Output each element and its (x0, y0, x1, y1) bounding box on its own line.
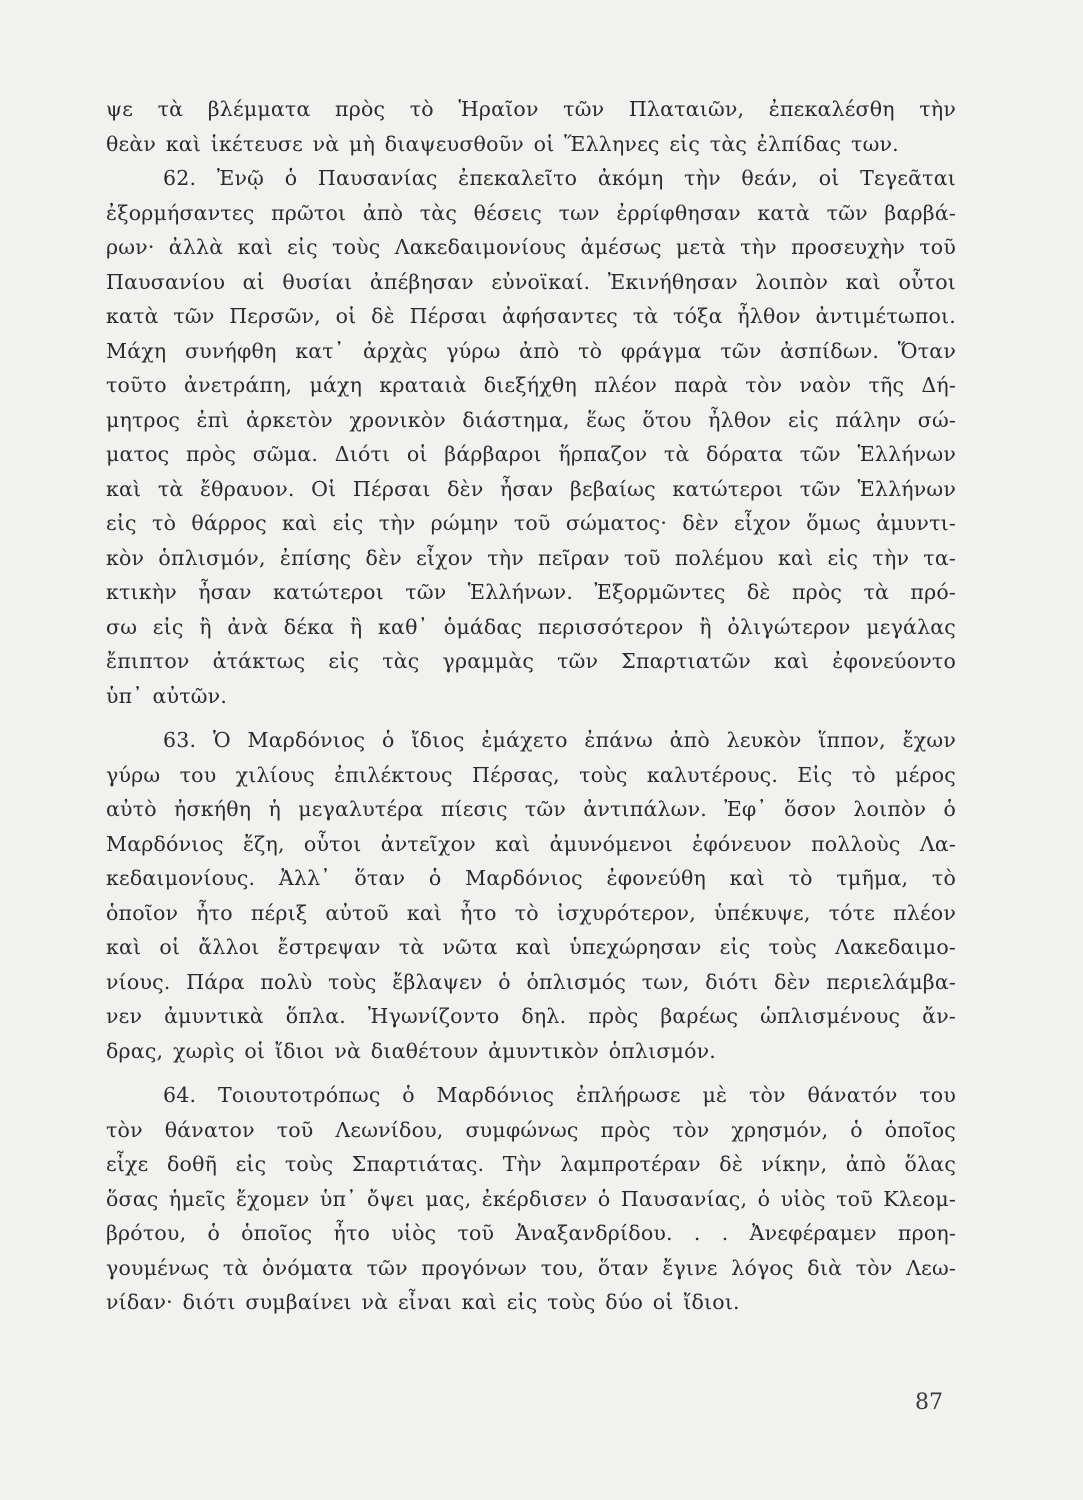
text-line: θεὰν καὶ ἱκέτευσε νὰ μὴ διαψευσθοῦν οἱ Ἕλληνες εἰς τὰς ἐλπίδας των. (106, 131, 899, 156)
text-line: δρας, χωρὶς οἱ ἴδιοι νὰ διαθέτουν ἀμυντικὸν ὁπλισμόν. (106, 1038, 717, 1063)
text-line: καὶ τὰ ἔθραυον. Οἱ Πέρσαι δὲν ἦσαν βεβαίως κατώτεροι τῶν Ἑλλήνων (106, 476, 956, 501)
text-line: μητρος ἐπὶ ἀρκετὸν χρονικὸν διάστημα, ἕως ὅτου ἦλθον εἰς πάλην σώ- (106, 407, 956, 432)
text-line: 63. Ὁ Μαρδόνιος ὁ ἴδιος ἐμάχετο ἐπάνω ἀπὸ λευκὸν ἵππον, ἔχων (163, 728, 956, 752)
text-line: εἶχε δοθῆ εἰς τοὺς Σπαρτιάτας. Τὴν λαμπροτέραν δὲ νίκην, ἀπὸ ὅλας (106, 1152, 956, 1176)
text-line: κτικὴν ἦσαν κατώτεροι τῶν Ἑλλήνων. Ἐξορμῶντες δὲ πρὸς τὰ πρό- (106, 580, 956, 604)
text-line: νίους. Πάρα πολὺ τοὺς ἔβλαψεν ὁ ὁπλισμός των, διότι δὲν περιελάμβα- (106, 969, 956, 994)
text-line: ματος πρὸς σῶμα. Διότι οἱ βάρβαροι ἥρπαζον τὰ δόρατα τῶν Ἑλλήνων (106, 442, 956, 466)
page-number: 87 (915, 1390, 943, 1415)
text-line: Παυσανίου αἱ θυσίαι ἀπέβησαν εὐνοϊκαί. Ἐκινήθησαν λοιπὸν καὶ οὗτοι (106, 269, 956, 294)
text-line: ἐξορμήσαντες πρῶτοι ἀπὸ τὰς θέσεις των ἐρρίφθησαν κατὰ τῶν βαρβά- (106, 200, 956, 225)
text-line: νεν ἀμυντικὰ ὅπλα. Ἠγωνίζοντο δηλ. πρὸς βαρέως ὡπλισμένους ἄν- (106, 1004, 956, 1028)
text-line: κεδαιμονίους. Ἀλλ᾽ ὅταν ὁ Μαρδόνιος ἐφονεύθη καὶ τὸ τμῆμα, τὸ (106, 866, 956, 890)
paragraph-gap (106, 1068, 956, 1078)
text-line: γουμένως τὰ ὀνόματα τῶν προγόνων του, ὅταν ἔγινε λόγος διὰ τὸν Λεω- (106, 1255, 956, 1280)
text-line: ὁποῖον ἦτο πέριξ αὐτοῦ καὶ ἦτο τὸ ἰσχυρότερον, ὑπέκυψε, τότε πλέον (106, 900, 956, 925)
body-text (106, 92, 956, 1320)
text-line: Μαρδόνιος ἔζη, οὗτοι ἀντεῖχον καὶ ἀμυνόμενοι ἐφόνευον πολλοὺς Λα- (106, 831, 956, 856)
text-line: ψε τὰ βλέμματα πρὸς τὸ Ἡραῖον τῶν Πλαταιῶν, ἐπεκαλέσθη τὴν (106, 97, 956, 121)
text-line: ὑπ᾽ αὐτῶν. (106, 683, 228, 708)
text-line: ρων· ἀλλὰ καὶ εἰς τοὺς Λακεδαιμονίους ἀμέσως μετὰ τὴν προσευχὴν τοῦ (106, 235, 956, 259)
text-line: κὸν ὁπλισμόν, ἐπίσης δὲν εἶχον τὴν πεῖραν τοῦ πολέμου καὶ εἰς τὴν τα- (106, 545, 956, 570)
text-line: τοῦτο ἀνετράπη, μάχη κραταιὰ διεξήχθη πλέον παρὰ τὸν ναὸν τῆς Δή- (106, 373, 956, 397)
text-line: Μάχη συνήφθη κατ᾽ ἀρχὰς γύρω ἀπὸ τὸ φράγμα τῶν ἀσπίδων. Ὅταν (106, 338, 956, 363)
text-line: κατὰ τῶν Περσῶν, οἱ δὲ Πέρσαι ἀφήσαντες τὰ τόξα ἦλθον ἀντιμέτωποι. (106, 304, 956, 328)
text-line: ἔπιπτον ἀτάκτως εἰς τὰς γραμμὰς τῶν Σπαρτιατῶν καὶ ἐφονεύοντο (106, 649, 956, 673)
text-line: γύρω του χιλίους ἐπιλέκτους Πέρσας, τοὺς καλυτέρους. Εἰς τὸ μέρος (106, 762, 956, 787)
text-line: αὐτὸ ἠσκήθη ἡ μεγαλυτέρα πίεσις τῶν ἀντιπάλων. Ἐφ᾽ ὅσον λοιπὸν ὁ (106, 797, 956, 821)
text-line: τὸν θάνατον τοῦ Λεωνίδου, συμφώνως πρὸς τὸν χρησμόν, ὁ ὁποῖος (106, 1117, 956, 1142)
text-line: 62. Ἐνῷ ὁ Παυσανίας ἐπεκαλεῖτο ἀκόμη τὴν θεάν, οἱ Τεγεᾶται (163, 166, 956, 190)
text-line: βρότου, ὁ ὁποῖος ἦτο υἱὸς τοῦ Ἀναξανδρίδου. . . Ἀνεφέραμεν προη- (106, 1221, 956, 1245)
text-line: σω εἰς ἢ ἀνὰ δέκα ἢ καθ᾽ ὁμάδας περισσότερον ἢ ὀλιγώτερον μεγάλας (106, 614, 956, 639)
text-line: καὶ οἱ ἄλλοι ἔστρεψαν τὰ νῶτα καὶ ὑπεχώρησαν εἰς τοὺς Λακεδαιμο- (106, 935, 956, 959)
text-line: ὅσας ἡμεῖς ἔχομεν ὑπ᾽ ὄψει μας, ἐκέρδισεν ὁ Παυσανίας, ὁ υἱὸς τοῦ Κλεομ- (106, 1186, 956, 1211)
paragraph-gap (106, 713, 956, 723)
text-line: νίδαν· διότι συμβαίνει νὰ εἶναι καὶ εἰς τοὺς δύο οἱ ἴδιοι. (106, 1290, 740, 1314)
text-line: 64. Τοιουτοτρόπως ὁ Μαρδόνιος ἐπλήρωσε μὲ τὸν θάνατόν του (163, 1083, 956, 1107)
text-line: εἰς τὸ θάρρος καὶ εἰς τὴν ρώμην τοῦ σώματος· δὲν εἶχον ὅμως ἀμυντι- (106, 511, 956, 535)
